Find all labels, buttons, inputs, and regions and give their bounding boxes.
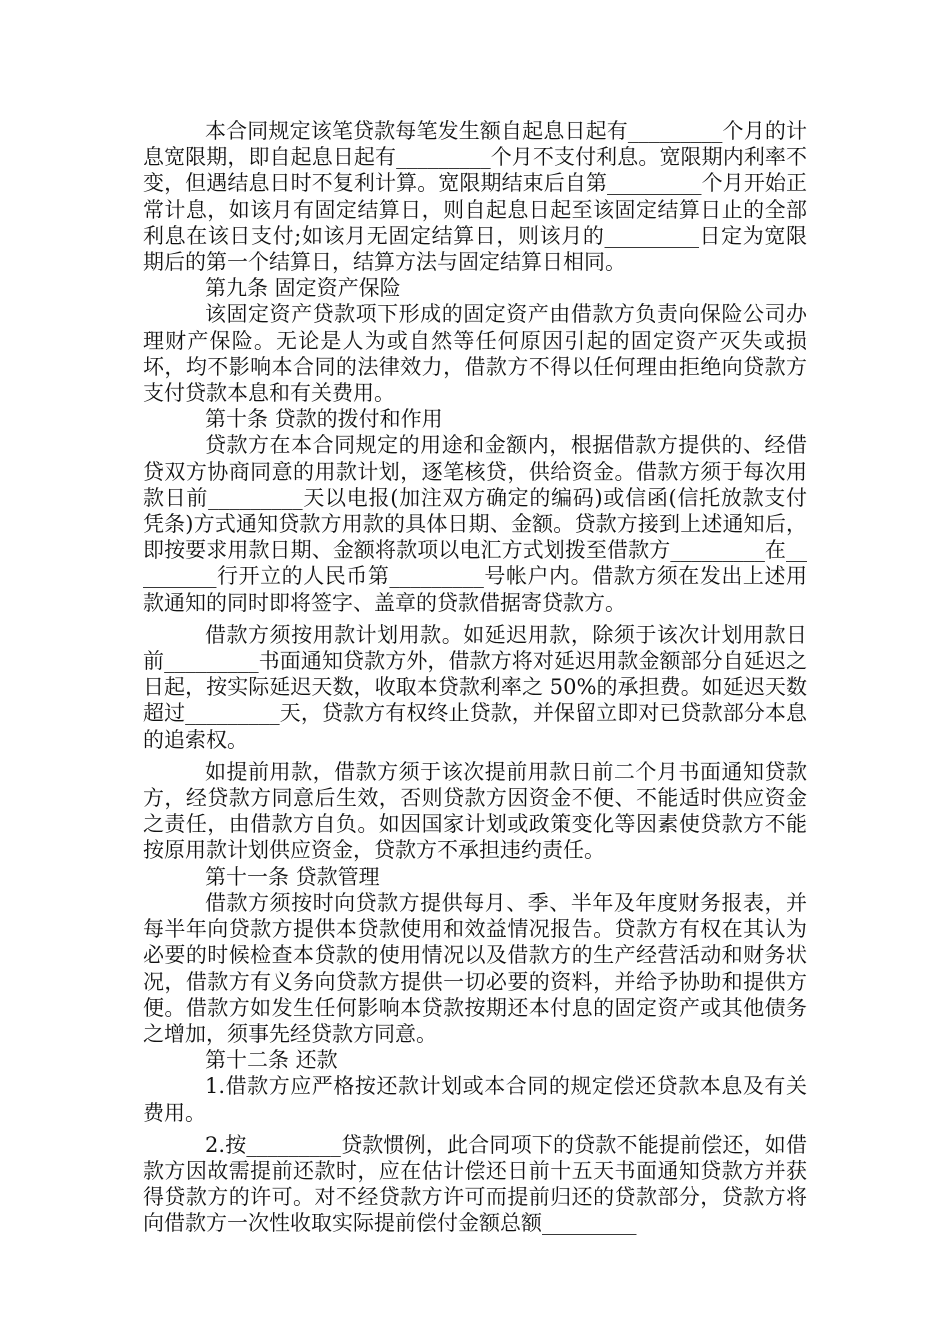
heading-article-10: 第十条 贷款的拨付和作用: [205, 407, 443, 432]
heading-article-12: 第十二条 还款: [205, 1048, 338, 1073]
paragraph-grace-period: 本合同规定该笔贷款每笔发生额自起息日起有_________个月的计息宽限期，即自起息日起有_________个月不支付利息。宽限期内利率不变，但遇结息日时不复利计算。宽限期结束后自第_________个月开始正常计息，如该月有固定结算日，则自起息日起至该固定结算日止的全部利息在该日支付;如该月无固定结算日，则该月的_________日定为宽限期后的第一个结算日，结算方法与固定结算日相同。: [143, 119, 807, 275]
paragraph-repayment-2: 2.按_________贷款惯例，此合同项下的贷款不能提前偿还，如借款方因故需提前还款时，应在估计偿还日前十五天书面通知贷款方并获得贷款方的许可。对不经贷款方许可而提前归还的贷款部分，贷款方将向借款方一次性收取实际提前偿付金额总额_________: [143, 1132, 807, 1236]
paragraph-early-use: 如提前用款，借款方须于该次提前用款日前二个月书面通知贷款方，经贷款方同意后生效，否则贷款方因资金不便、不能适时供应资金之责任，由借款方自负。如因国家计划或政策变化等因素使贷款方不能按原用款计划供应资金，贷款方不承担违约责任。: [143, 759, 807, 863]
heading-article-11: 第十一条 贷款管理: [205, 864, 380, 889]
paragraph-loan-management: 借款方须按时向贷款方提供每月、季、半年及年度财务报表，并每半年向贷款方提供本贷款使用和效益情况报告。贷款方有权在其认为必要的时候检查本贷款的使用情况以及借款方的生产经营活动和财务状况，借款方有义务向贷款方提供一切必要的资料，并给予协助和提供方便。借款方如发生任何影响本贷款按期还本付息的固定资产或其他债务之增加，须事先经贷款方同意。: [143, 890, 807, 1046]
paragraph-delayed-use: 借款方须按用款计划用款。如延迟用款，除须于该次计划用款日前_________书面通知贷款方外，借款方将对延迟用款金额部分自延迟之日起，按实际延迟天数，收取本贷款利率之 50%的承担费。如延迟天数超过_________天，贷款方有权终止贷款，并保留立即对已贷款部分本息的追索权。: [143, 622, 807, 752]
document-page: [143, 118, 807, 1237]
paragraph-insurance: 该固定资产贷款项下形成的固定资产由借款方负责向保险公司办理财产保险。无论是人为或自然等任何原因引起的固定资产灭失或损坏，均不影响本合同的法律效力，借款方不得以任何理由拒绝向贷款方支付贷款本息和有关费用。: [143, 302, 807, 406]
paragraph-disbursement: 贷款方在本合同规定的用途和金额内，根据借款方提供的、经借贷双方协商同意的用款计划，逐笔核贷，供给资金。借款方须于每次用款日前_________天以电报(加注双方确定的编码)或信函(信托放款支付凭条)方式通知贷款方用款的具体日期、金额。贷款方接到上述通知后，即按要求用款日期、金额将款项以电汇方式划拨至借款方_________在_________行开立的人民币第_________号帐户内。借款方须在发出上述用款通知的同时即将签字、盖章的贷款借据寄贷款方。: [143, 433, 807, 615]
paragraph-repayment-1: 1.借款方应严格按还款计划或本合同的规定偿还贷款本息及有关费用。: [143, 1074, 807, 1125]
heading-article-9: 第九条 固定资产保险: [205, 276, 401, 301]
